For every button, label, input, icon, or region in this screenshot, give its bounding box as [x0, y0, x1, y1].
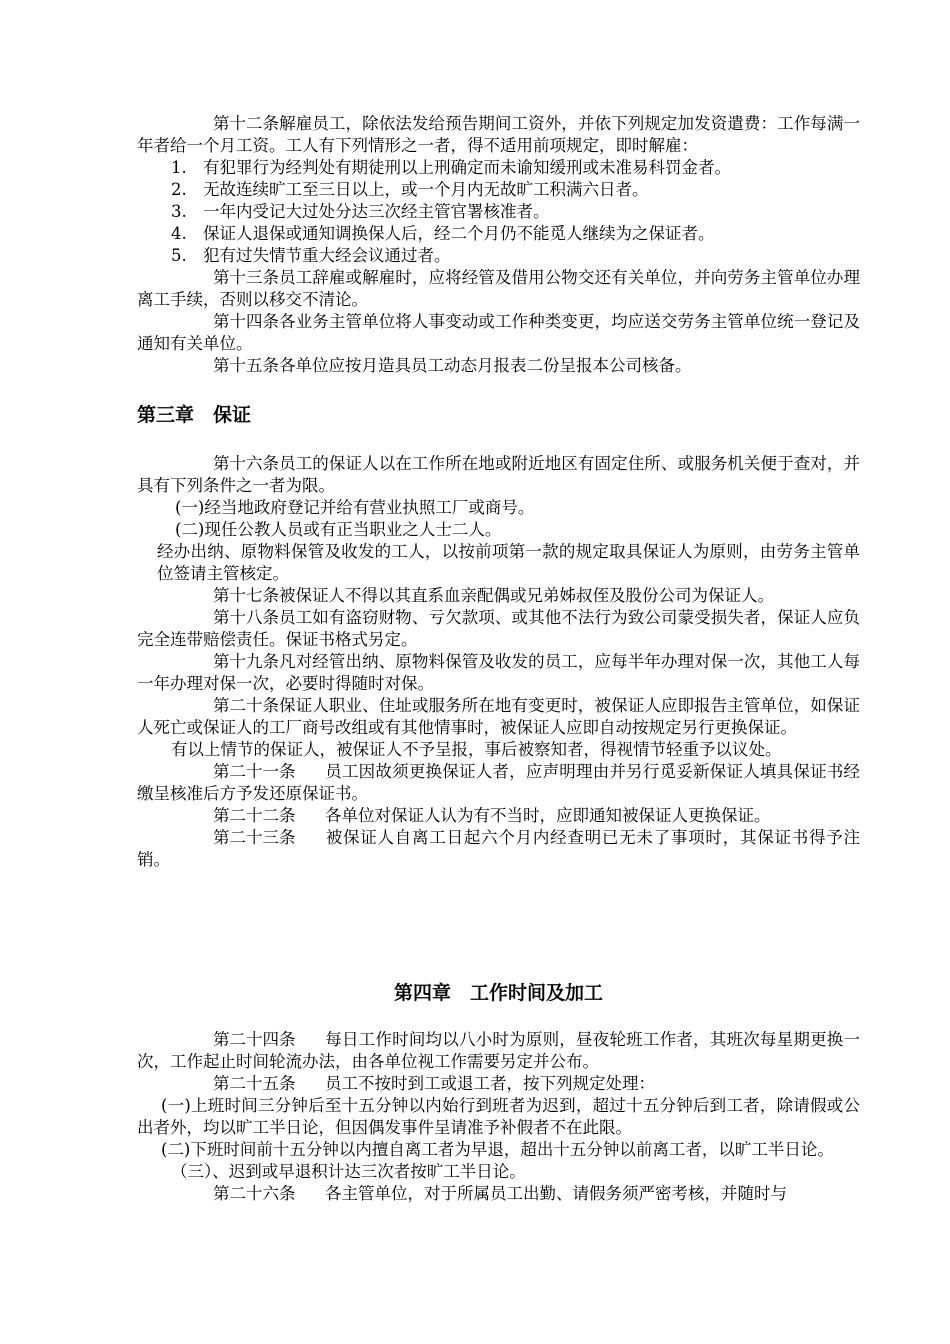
article-label: 第二十三条	[213, 828, 296, 847]
list-text: 有犯罪行为经判处有期徒刑以上刑确定而未谕知缓刑或未准易科罚金者。	[203, 158, 731, 177]
list-number: 2.	[171, 180, 187, 199]
article-label: 第十九条	[213, 652, 279, 671]
article-12-list	[137, 157, 860, 267]
article-12	[137, 113, 860, 157]
list-text: 无故连续旷工至三日以上，或一个月内无故旷工积满六日者。	[203, 180, 649, 199]
article-label: 第十四条	[213, 312, 279, 331]
list-number: 5.	[171, 246, 187, 265]
article-23	[137, 827, 860, 871]
article-16-item-2: (二)现任公教人员或有正当职业之人士二人。	[175, 520, 502, 539]
article-label: 第十六条	[213, 454, 279, 473]
article-13	[137, 267, 860, 311]
article-label: 第二十二条	[213, 806, 296, 825]
list-text: 一年内受记大过处分达三次经主管官署核准者。	[203, 202, 550, 221]
article-25-item-3: （三）、迟到或早退积计达三次者按旷工半日论。	[171, 1162, 526, 1181]
article-25-item-2: (二)下班时间前十五分钟以内擅自离工者为早退，超出十五分钟以前离工者，以旷工半日论。	[161, 1140, 834, 1159]
list-item	[137, 157, 860, 179]
list-text: 犯有过失情节重大经会议通过者。	[203, 246, 451, 265]
article-label: 第二十一条	[213, 762, 296, 781]
article-text: 员工的保证人以在工作所在地或附近地区有固定住所、或服务机关便于查对，并具有下列条件之一者为限。	[137, 454, 860, 495]
article-14	[137, 311, 860, 355]
article-22	[137, 805, 860, 827]
article-text: 员工因故须更换保证人者，应声明理由并另行觅妥新保证人填具保证书经缴呈核准后方予发还原保证书。	[137, 762, 860, 803]
article-17	[137, 585, 860, 607]
article-label: 第二十四条	[213, 1030, 296, 1049]
article-text: 被保证人不得以其直系血亲配偶或兄弟姊叔侄及股份公司为保证人。	[279, 586, 774, 605]
article-label: 第十八条	[213, 608, 279, 627]
article-text: 员工如有盗窃财物、亏欠款项、或其他不法行为致公司蒙受损失者，保证人应负完全连带赔偿责任。保证书格式另定。	[137, 608, 860, 649]
article-label: 第十三条	[213, 268, 279, 287]
list-item	[137, 223, 860, 245]
list-number: 4.	[171, 224, 187, 243]
article-label: 第二十六条	[213, 1184, 296, 1203]
article-26	[137, 1183, 860, 1205]
article-label: 第十二条	[213, 114, 279, 133]
article-label: 第十五条	[213, 356, 279, 375]
chapter-3-heading: 第三章 保证	[137, 404, 252, 426]
article-label: 第十七条	[213, 586, 279, 605]
list-item	[137, 201, 860, 223]
article-16-paragraph-2: 经办出纳、原物料保管及收发的工人，以按前项第一款的规定取具保证人为原则，由劳务主管单位签请主管核定。	[157, 542, 860, 583]
article-16-item-1: (一)经当地政府登记并给有营业执照工厂或商号。	[175, 498, 535, 517]
article-text: 凡对经管出纳、原物料保管及收发的员工，应每半年办理对保一次，其他工人每一年办理对保一次，必要时得随时对保。	[137, 652, 860, 693]
article-20-paragraph-2: 有以上情节的保证人，被保证人不予呈报，事后被察知者，得视情节轻重予以议处。	[171, 740, 782, 759]
list-item	[137, 245, 860, 267]
article-text: 各单位应按月造具员工动态月报表二份呈报本公司核备。	[279, 356, 692, 375]
article-text: 每日工作时间均以八小时为原则，昼夜轮班工作者，其班次每星期更换一次，工作起止时间轮流办法，由各单位视工作需要另定并公布。	[137, 1030, 860, 1071]
article-text: 员工辞雇或解雇时，应将经管及借用公物交还有关单位，并向劳务主管单位办理离工手续，否则以移交不清论。	[137, 268, 860, 309]
chapter-4-heading: 第四章 工作时间及加工	[393, 982, 603, 1004]
article-21	[137, 761, 860, 805]
article-text: 各业务主管单位将人事变动或工作种类变更，均应送交劳务主管单位统一登记及通知有关单位。	[137, 312, 860, 353]
article-label: 第二十五条	[213, 1074, 296, 1093]
article-15	[137, 355, 860, 377]
article-text: 员工不按时到工或退工者，按下列规定处理：	[325, 1074, 655, 1093]
article-label: 第二十条	[213, 696, 279, 715]
article-20	[137, 695, 860, 739]
list-number: 1.	[171, 158, 187, 177]
article-24	[137, 1029, 860, 1073]
article-25	[137, 1073, 860, 1095]
list-item	[137, 179, 860, 201]
article-18	[137, 607, 860, 651]
article-19	[137, 651, 860, 695]
article-16	[137, 453, 860, 497]
article-text: 各单位对保证人认为有不当时，应即通知被保证人更换保证。	[325, 806, 771, 825]
article-text: 各主管单位，对于所属员工出勤、请假务须严密考核，并随时与	[325, 1184, 787, 1203]
list-number: 3.	[171, 202, 187, 221]
article-text: 解雇员工，除依法发给预告期间工资外，并依下列规定加发资遣费：工作每满一年者给一个月工资。工人有下列情形之一者，得不适用前项规定，即时解雇：	[137, 114, 860, 155]
article-text: 保证人职业、住址或服务所在地有变更时，被保证人应即报告主管单位，如保证人死亡或保证人的工厂商号改组或有其他情事时，被保证人应即自动按规定另行更换保证。	[137, 696, 860, 737]
article-25-item-1: (一)上班时间三分钟后至十五分钟以内始行到班者为迟到，超过十五分钟后到工者，除请假或公出者外，均以旷工半日论，但因偶发事件呈请准予补假者不在此限。	[137, 1096, 860, 1137]
article-text: 被保证人自离工日起六个月内经查明已无未了事项时，其保证书得予注销。	[137, 828, 860, 869]
list-text: 保证人退保或通知调换保人后，经二个月仍不能觅人继续为之保证者。	[203, 224, 715, 243]
